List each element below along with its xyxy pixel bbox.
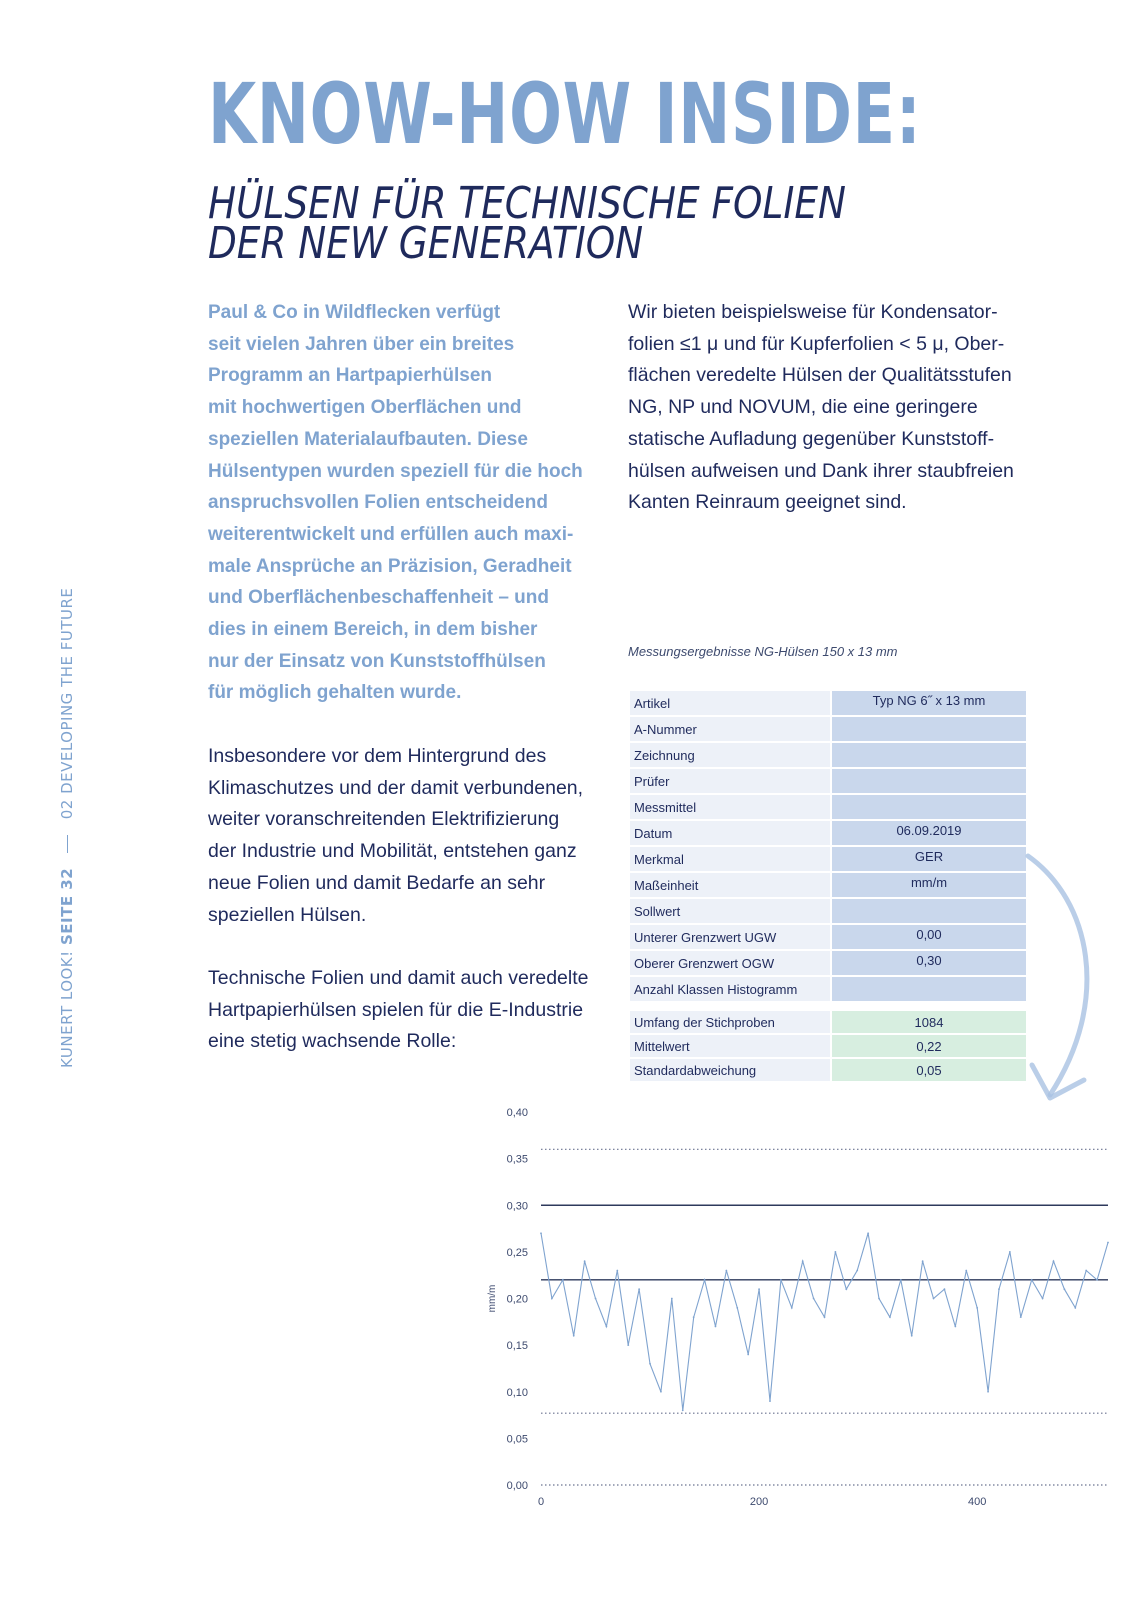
brand-label: KUNERT LOOK! [58,950,76,1068]
text-line: hülsen aufweisen und Dank ihrer staubfreien [628,459,1014,482]
table-row [630,691,1026,715]
text-line: für möglich gehalten wurde. [208,682,462,704]
text-line: male Ansprüche an Präzision, Geradheit [208,555,572,577]
row-label: Umfang der Stichproben [630,1011,830,1033]
intro-paragraph [208,297,608,709]
table-row [630,873,1026,897]
separator-line [67,835,68,853]
data-point [813,1298,815,1300]
text-line: der Industrie und Mobilität, entstehen ganz [208,840,577,863]
row-value [832,743,1026,767]
table-row [630,795,1026,819]
table-row [630,847,1026,871]
row-value: mm/m [832,873,1026,897]
row-value: Typ NG 6˝ x 13 mm [832,691,1026,715]
data-point [1031,1279,1033,1281]
text-line: speziellen Hülsen. [208,903,367,926]
row-label: Merkmal [630,847,830,871]
measurement-line-chart [480,1096,1120,1516]
row-label: Standardabweichung [630,1059,830,1081]
data-point [933,1298,935,1300]
data-point [998,1288,1000,1290]
y-tick-label: 0,15 [506,1340,528,1353]
row-label: A-Nummer [630,717,830,741]
data-point [725,1270,727,1272]
data-point [606,1326,608,1328]
data-point [595,1298,597,1300]
data-point [616,1270,618,1272]
row-value: 0,30 [832,951,1026,975]
x-tick-label: 0 [537,1496,545,1508]
data-point [1063,1288,1065,1290]
data-point [562,1279,564,1281]
table-row [630,769,1026,793]
data-point [878,1298,880,1300]
data-point [1053,1260,1055,1262]
row-label: Zeichnung [630,743,830,767]
data-point [780,1279,782,1281]
body-paragraph-offer [628,297,1048,519]
text-line: Technische Folien und damit auch veredelte [208,967,589,989]
x-tick-label: 200 [749,1496,769,1508]
curved-arrow-icon [1020,840,1110,1110]
text-line: neue Folien und damit Bedarfe an sehr [208,871,546,894]
row-value [832,977,1026,1001]
data-point [1042,1298,1044,1300]
data-point [900,1279,902,1281]
page-number: SEITE 32 [58,867,76,946]
measurement-table [628,689,1028,1083]
row-value: 0,22 [832,1035,1026,1057]
text-line: statische Aufladung gegenüber Kunststoff- [628,427,995,450]
data-point [791,1307,793,1309]
data-point [965,1270,967,1272]
text-line: mit hochwertigen Oberflächen und [208,397,522,419]
data-point [715,1326,717,1328]
row-label: Artikel [630,691,830,715]
row-value [832,717,1026,741]
row-label: Messmittel [630,795,830,819]
text-line: Kanten Reinraum geeignet sind. [628,491,907,514]
data-point [747,1354,749,1356]
row-label: Sollwert [630,899,830,923]
table-row [630,977,1026,1001]
row-value [832,795,1026,819]
y-tick-label: 0,00 [506,1480,528,1492]
data-point [736,1307,738,1309]
side-page-label [58,588,76,1068]
section-label: 02 DEVELOPING THE FUTURE [58,587,76,820]
row-value: 0,00 [832,925,1026,949]
table-row [630,951,1026,975]
row-value: 0,05 [832,1059,1026,1081]
text-line: NG, NP und NOVUM, die eine geringere [628,396,978,419]
data-point [638,1288,640,1290]
data-point [911,1335,913,1337]
data-point [671,1298,673,1300]
data-point [693,1316,695,1318]
data-point [573,1335,575,1337]
text-line: nur der Einsatz von Kunststoffhülsen [208,650,546,672]
text-line: weiterentwickelt und erfüllen auch maxi- [208,523,574,545]
body-paragraph-e-industry [208,963,608,1058]
text-line: folien ≤1 μ und für Kupferfolien < 5 μ, Ober- [628,332,1005,355]
text-line: flächen veredelte Hülsen der Qualitätsstufen [628,364,1012,387]
y-tick-label: 0,10 [506,1386,528,1399]
row-label: Datum [630,821,830,845]
data-point [1074,1307,1076,1309]
data-point [889,1316,891,1318]
data-point [584,1260,586,1262]
row-label: Mittelwert [630,1035,830,1057]
page-title: KNOW-HOW INSIDE: [208,65,922,163]
table-row [630,743,1026,767]
data-point [922,1260,924,1262]
data-point [954,1326,956,1328]
y-tick-label: 0,40 [506,1107,528,1119]
stats-row [630,1035,1026,1057]
stats-row [630,1059,1026,1081]
text-line: Insbesondere vor dem Hintergrund des [208,745,547,767]
table-caption: Messungsergebnisse NG-Hülsen 150 x 13 mm [628,644,898,659]
row-label: Maßeinheit [630,873,830,897]
text-line: seit vielen Jahren über ein breites [208,333,515,355]
y-tick-label: 0,25 [506,1246,528,1259]
y-tick-label: 0,35 [506,1153,528,1166]
text-line: anspruchsvollen Folien entscheidend [208,492,548,514]
data-point [704,1279,706,1281]
data-point [987,1391,989,1393]
table-row [630,925,1026,949]
data-point [856,1270,858,1272]
page-subtitle [208,178,846,269]
y-tick-label: 0,30 [506,1200,528,1213]
data-point [835,1251,837,1253]
text-line: eine stetig wachsende Rolle: [208,1030,457,1053]
data-point [802,1260,804,1262]
row-label: Oberer Grenzwert OGW [630,951,830,975]
table-row [630,717,1026,741]
row-value [832,899,1026,923]
data-point [1085,1270,1087,1272]
data-point [976,1307,978,1309]
table-spacer [630,1003,1026,1009]
data-point [649,1363,651,1365]
text-line: Hartpapierhülsen spielen für die E-Industrie [208,998,584,1021]
data-point [1096,1279,1098,1281]
row-label: Prüfer [630,769,830,793]
subtitle-line: HÜLSEN FÜR TECHNISCHE FOLIEN [208,178,846,229]
data-point [627,1344,629,1346]
text-line: Hülsentypen wurden speziell für die hoch [208,460,583,482]
text-line: dies in einem Bereich, in dem bisher [208,619,538,641]
body-paragraph-climate [208,741,608,931]
data-point [1009,1251,1011,1253]
text-line: Programm an Hartpapierhülsen [208,365,493,387]
subtitle-line: DER NEW GENERATION [208,218,644,269]
stats-row [630,1011,1026,1033]
y-tick-label: 0,05 [506,1433,528,1446]
data-point [540,1232,542,1234]
row-value: GER [832,847,1026,871]
row-label: Anzahl Klassen Histogramm [630,977,830,1001]
text-line: und Oberflächenbeschaffenheit – und [208,587,549,609]
y-axis-label: mm/m [487,1284,498,1313]
text-line: weiter voranschreitenden Elektrifizierung [208,808,560,831]
data-point [824,1316,826,1318]
data-point [944,1288,946,1290]
row-value: 06.09.2019 [832,821,1026,845]
data-point [1020,1316,1022,1318]
data-point [769,1400,771,1402]
series-line [541,1233,1108,1410]
row-label: Unterer Grenzwert UGW [630,925,830,949]
data-point [758,1288,760,1290]
text-line: Paul & Co in Wildflecken verfügt [208,302,501,323]
text-line: Klimaschutzes und der damit verbundenen, [208,776,584,799]
data-point [1107,1242,1109,1244]
text-line: Wir bieten beispielsweise für Kondensator- [628,301,998,323]
data-point [682,1410,684,1412]
table-row [630,899,1026,923]
x-tick-label: 400 [967,1496,987,1508]
table-row [630,821,1026,845]
row-value: 1084 [832,1011,1026,1033]
row-value [832,769,1026,793]
data-point [867,1232,869,1234]
data-point [845,1288,847,1290]
y-tick-label: 0,20 [506,1293,528,1306]
data-point [660,1391,662,1393]
data-point [551,1298,553,1300]
text-line: speziellen Materialaufbauten. Diese [208,428,528,450]
